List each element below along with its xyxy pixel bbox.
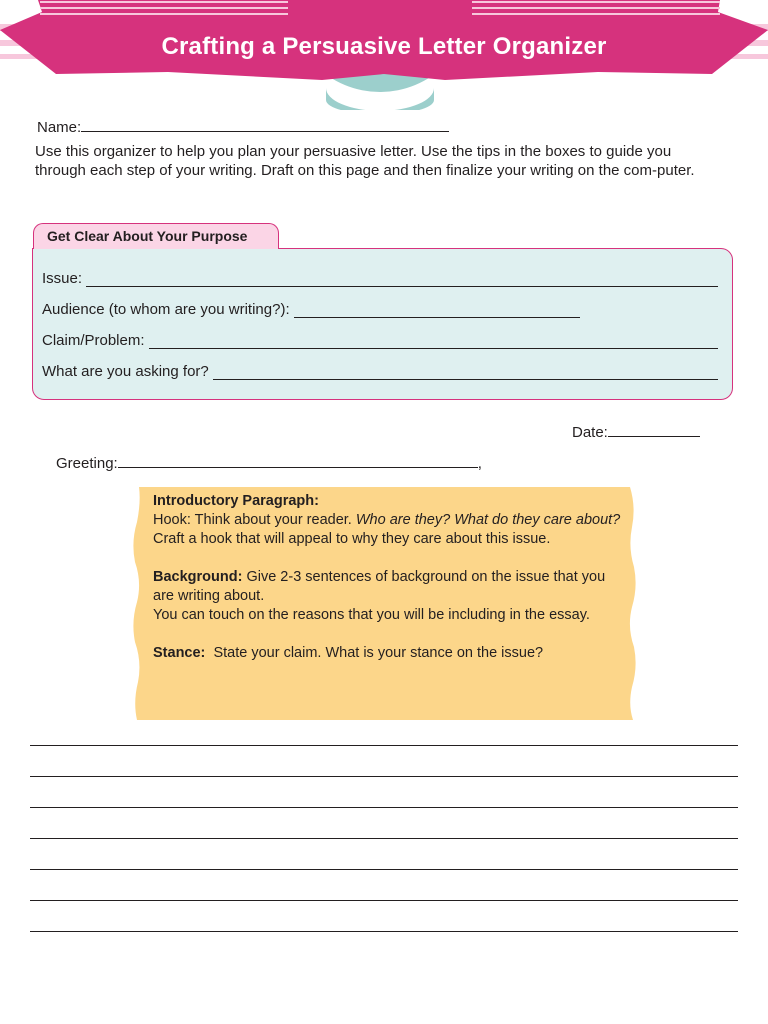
purpose-box bbox=[32, 248, 733, 400]
audience-blank-line[interactable] bbox=[294, 303, 580, 318]
greeting-row bbox=[56, 453, 482, 473]
issue-field bbox=[42, 270, 718, 287]
hook-lead: Hook: Think about your reader. bbox=[153, 512, 352, 528]
writing-line[interactable] bbox=[30, 807, 738, 808]
writing-line[interactable] bbox=[30, 745, 738, 746]
writing-line[interactable] bbox=[30, 776, 738, 777]
page-title: Crafting a Persuasive Letter Organizer bbox=[161, 33, 607, 60]
tip-box-text bbox=[153, 492, 623, 663]
name-blank-line[interactable] bbox=[81, 117, 449, 132]
intro-paragraph-tip-box bbox=[133, 487, 636, 720]
writing-line[interactable] bbox=[30, 900, 738, 901]
asking-field bbox=[42, 363, 718, 380]
name-row bbox=[37, 117, 449, 137]
background-more: You can touch on the reasons that you will be including in the essay. bbox=[153, 607, 590, 623]
writing-line[interactable] bbox=[30, 838, 738, 839]
issue-label: Issue: bbox=[42, 270, 83, 287]
greeting-comma: , bbox=[477, 455, 482, 472]
background-text: Give 2-3 sentences of background on the issue that you are writing about. bbox=[153, 569, 606, 604]
background-label: Background: bbox=[153, 569, 243, 585]
stance-label: Stance: bbox=[153, 645, 206, 661]
greeting-label: Greeting: bbox=[56, 455, 118, 472]
issue-blank-line[interactable] bbox=[86, 272, 718, 287]
audience-label: Audience (to whom are you writing?): bbox=[42, 301, 290, 318]
claim-label: Claim/Problem: bbox=[42, 332, 145, 349]
writing-line[interactable] bbox=[30, 931, 738, 932]
date-label: Date: bbox=[572, 424, 608, 441]
hook-question: Who are they? What do they care about? bbox=[355, 512, 621, 528]
instructions-text: Use this organizer to help you plan your persuasive letter. Use the tips in the boxes to guide you through each step of your writing. Draft on this page and then finalize your writing on the com-puter. bbox=[35, 143, 695, 179]
name-label: Name: bbox=[37, 119, 82, 136]
writing-line[interactable] bbox=[30, 869, 738, 870]
claim-blank-line[interactable] bbox=[149, 334, 718, 349]
purpose-tab-heading: Get Clear About Your Purpose bbox=[33, 223, 279, 249]
claim-field bbox=[42, 332, 718, 349]
intro-heading: Introductory Paragraph: bbox=[153, 493, 319, 509]
stance-text: State your claim. What is your stance on the issue? bbox=[213, 645, 544, 661]
asking-blank-line[interactable] bbox=[213, 365, 718, 380]
header-banner bbox=[0, 0, 768, 110]
asking-label: What are you asking for? bbox=[42, 363, 209, 380]
greeting-blank-line[interactable] bbox=[118, 453, 478, 468]
date-blank-line[interactable] bbox=[608, 422, 700, 437]
audience-field bbox=[42, 301, 580, 318]
hook-craft: Craft a hook that will appeal to why they care about this issue. bbox=[153, 531, 551, 547]
date-row bbox=[572, 422, 700, 442]
